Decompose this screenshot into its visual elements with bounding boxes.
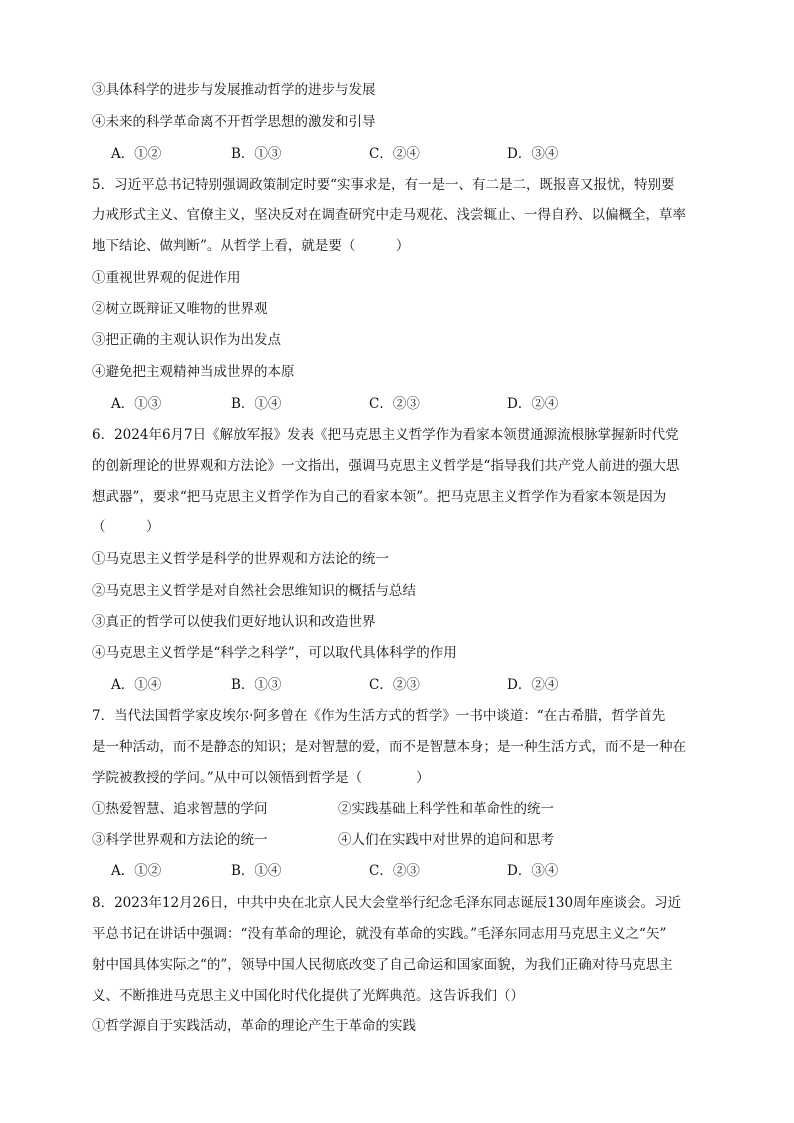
q8-stem-line-2: 平总书记在讲话中强调：“没有革命的理论，就没有革命的实践。”毛泽东同志用马克思主义之“矢” (92, 926, 667, 942)
q8-statement-1: ①哲学源自于实践活动，革命的理论产生于革命的实践 (92, 1018, 416, 1034)
q7-stem-line-1: 7．当代法国哲学家皮埃尔·阿多曾在《作为生活方式的哲学》一书中谈道：“在古希腊，哲学首先 (92, 708, 666, 724)
option-c: C．②③ (369, 396, 420, 412)
q6-statement-4: ④马克思主义哲学是“科学之科学”，可以取代具体科学的作用 (92, 645, 457, 661)
option-a: A．①③ (111, 396, 162, 412)
q6-statement-3: ③真正的哲学可以使我们更好地认识和改造世界 (92, 614, 376, 630)
option-c: C．②④ (369, 146, 420, 162)
q5-statement-4: ④避免把主观精神当成世界的本原 (92, 364, 295, 380)
q4-statement-3: ③具体科学的进步与发展推动哲学的进步与发展 (92, 82, 376, 98)
option-c: C．②③ (369, 677, 420, 693)
q5-stem-line-3: 地下结论、做判断”。从哲学上看，就是要（ ） (92, 238, 410, 254)
q5-statement-1: ①重视世界观的促进作用 (92, 270, 241, 286)
option-b: B．①④ (231, 863, 282, 879)
option-b: B．①③ (231, 146, 282, 162)
q6-statement-1: ①马克思主义哲学是科学的世界观和方法论的统一 (92, 551, 389, 567)
q5-stem-line-2: 力戒形式主义、官僚主义，坚决反对在调查研究中走马观花、浅尝辄止、一得自矜、以偏概全，草率 (92, 207, 686, 223)
q6-stem-line-1: 6．2024年6月7日《解放军报》发表《把马克思主义哲学作为看家本领贯通源流根脉掌握新时代党 (92, 427, 679, 443)
q6-stem-line-4: （ ） (92, 519, 160, 535)
q6-stem-line-3: 想武器”，要求“把马克思主义哲学作为自己的看家本领”。把马克思主义哲学作为看家本领是因为 (92, 489, 667, 505)
q8-stem-line-1: 8．2023年12月26日，中共中央在北京人民大会堂举行纪念毛泽东同志诞辰130周年座谈会。习近 (92, 895, 682, 911)
option-a: A．①② (111, 863, 162, 879)
option-a: A．①② (111, 146, 162, 162)
q6-statement-2: ②马克思主义哲学是对自然社会思维知识的概括与总结 (92, 583, 416, 599)
q8-stem-line-3: 射中国具体实际之“的”，领导中国人民彻底改变了自己命运和国家面貌，为我们正确对待马克思主 (92, 957, 673, 973)
q5-statement-3: ③把正确的主观认识作为出发点 (92, 332, 281, 348)
option-d: D．②④ (507, 677, 559, 693)
q5-options (111, 394, 711, 414)
q4-options (111, 144, 711, 164)
option-b: B．①④ (231, 396, 282, 412)
q7-stem-line-3: 学院被教授的学问。”从中可以领悟到哲学是（ ） (92, 770, 430, 786)
q8-stem-line-4: 义、不断推进马克思主义中国化时代化提供了光辉典范。这告诉我们（） (92, 988, 524, 1004)
q6-stem-line-2: 的创新理论的世界观和方法论》一文指出，强调马克思主义哲学是“指导我们共产党人前进的强大思 (92, 458, 680, 474)
q7-statement-2: ②实践基础上科学性和革命性的统一 (338, 801, 554, 817)
q7-statement-4: ④人们在实践中对世界的追问和思考 (338, 832, 554, 848)
q7-statement-3: ③科学世界观和方法论的统一 (92, 832, 268, 848)
option-d: D．③④ (507, 863, 559, 879)
option-c: C．②③ (369, 863, 420, 879)
option-b: B．①③ (231, 677, 282, 693)
q6-options (111, 675, 711, 695)
q7-options (111, 861, 711, 881)
q7-statements-row-2 (92, 830, 692, 850)
option-a: A．①④ (111, 677, 162, 693)
q4-statement-4: ④未来的科学革命离不开哲学思想的激发和引导 (92, 114, 376, 130)
q7-stem-line-2: 是一种活动，而不是静态的知识；是对智慧的爱，而不是智慧本身；是一种生活方式，而不是一种在 (92, 739, 686, 755)
q7-statements-row-1 (92, 799, 692, 819)
q5-statement-2: ②树立既辩证又唯物的世界观 (92, 301, 268, 317)
q7-statement-1: ①热爱智慧、追求智慧的学问 (92, 801, 268, 817)
option-d: D．②④ (507, 396, 559, 412)
option-d: D．③④ (507, 146, 559, 162)
q5-stem-line-1: 5．习近平总书记特别强调政策制定时要“实事求是，有一是一、有二是二，既报喜又报忧，特别要 (92, 177, 675, 193)
